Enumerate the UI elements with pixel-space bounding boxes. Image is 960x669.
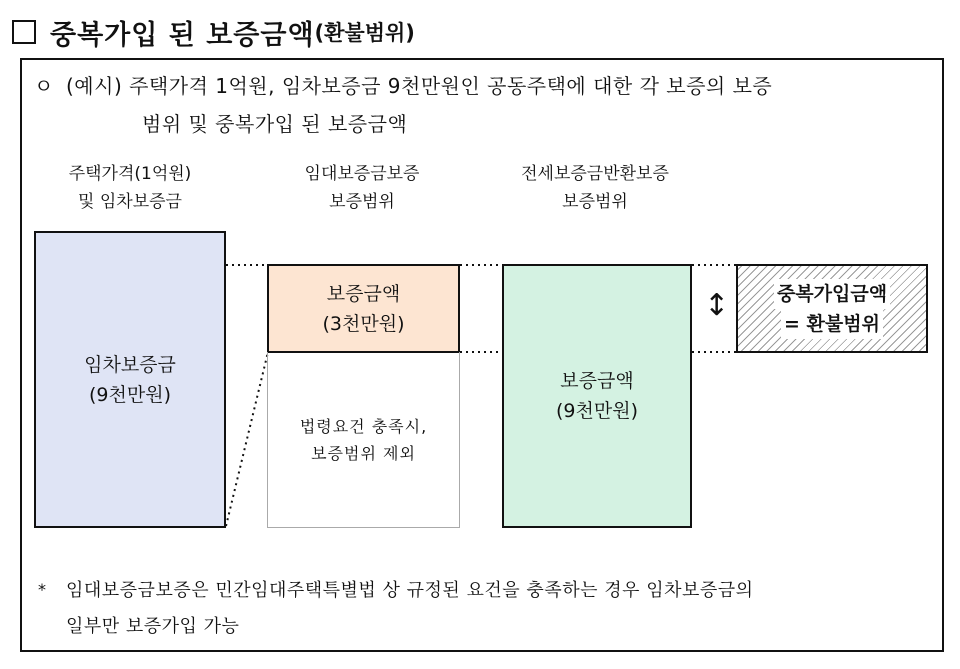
title-main: 중복가입 된 보증금액 [50, 19, 315, 51]
header-jeonse-line-1: 전세보증금반환보증 [521, 164, 669, 184]
jeonse-guarantee-box [502, 264, 692, 528]
house-box-line-2: (9천만원) [89, 383, 171, 406]
intro-line-1: (예시) 주택가격 1억원, 임차보증금 9천만원인 공동주택에 대한 각 보증의 보증 [66, 74, 773, 98]
header-jeonse-line-2: 보증범위 [562, 192, 628, 212]
double-arrow-icon: ↕ [704, 288, 730, 323]
duplicate-line-1: 중복가입금액 [774, 279, 890, 309]
house-box-line-1: 임차보증금 [84, 353, 176, 376]
rental-guarantee-amount-box [267, 264, 460, 353]
rental-bottom-line-1: 법령요건 충족시, [299, 416, 428, 436]
footnote-line-1: 임대보증금보증은 민간임대주택특별법 상 규정된 요건을 충족하는 경우 임차보증금의 [66, 580, 754, 601]
footnote-marker: * [38, 580, 46, 599]
header-house-line-2: 및 임차보증금 [78, 192, 182, 212]
header-house-line-1: 주택가격(1억원) [68, 164, 192, 184]
house-deposit-box [34, 231, 226, 528]
jeonse-box-line-2: (9천만원) [556, 400, 638, 422]
rental-top-line-1: 보증금액 [326, 282, 401, 305]
intro-line-2: 범위 및 중복가입 된 보증금액 [142, 112, 408, 136]
header-rental-line-2: 보증범위 [329, 192, 395, 212]
dotted-line-diagonal [226, 352, 268, 526]
intro-bullet: ㅇ [34, 74, 54, 98]
rental-excluded-area [267, 352, 460, 528]
duplicate-line-2: = 환불범위 [781, 309, 883, 339]
title-sub: (환불범위) [314, 21, 415, 45]
header-rental-line-1: 임대보증금보증 [304, 164, 420, 184]
duplicate-refund-box [736, 264, 928, 353]
footnote-line-2: 일부만 보증가입 가능 [66, 616, 240, 637]
rental-top-line-2: (3천만원) [322, 312, 405, 335]
rental-bottom-line-2: 보증범위 제외 [311, 443, 416, 463]
jeonse-box-line-1: 보증금액 [560, 370, 634, 392]
